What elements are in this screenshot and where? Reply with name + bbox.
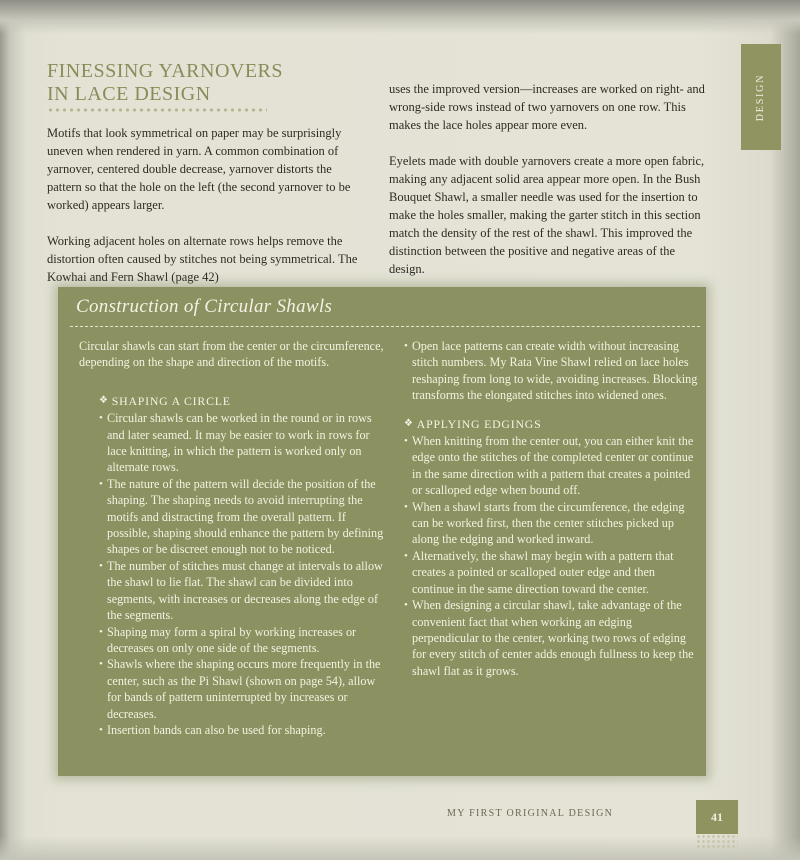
page-top-shadow — [0, 0, 800, 34]
list-item: • Shaping may form a spiral by working increases or decreases on only one side of the segments. — [99, 624, 384, 657]
list-item: • When knitting from the center out, you can either knit the edge onto the stitches of the completed center or continue in the same direction with a pattern that creates a pointed or scalloped edge when bound off. — [404, 433, 698, 499]
ornament-icon: ❖ — [99, 394, 109, 406]
list-item: • Insertion bands can also be used for shaping. — [99, 722, 384, 738]
article-heading — [47, 60, 283, 106]
article-paragraph: Eyelets made with double yarnovers create a more open fabric, making any adjacent solid area appear more open. In the Bush Bouquet Shawl, a smaller needle was used for the insertion to make the holes smaller, making the garter stitch in this section match the density of the rest of the shawl. This improved the distinction between the positive and negative areas of the design. — [389, 154, 705, 276]
edgings-heading — [404, 416, 698, 432]
edgings-heading-label: APPLYING EDGINGS — [416, 416, 542, 431]
sidebar-intro: Circular shawls can start from the center or the circumference, depending on the shape and direction of the motifs. — [79, 339, 384, 370]
heading-dotted-rule — [47, 107, 267, 113]
article-left-column — [47, 124, 369, 304]
chapter-side-tab-label-wrap — [745, 50, 777, 144]
article-heading-line2: IN LACE DESIGN — [47, 83, 211, 105]
list-item: • Circular shawls can be worked in the round or in rows and later seamed. It may be easier to work in rows for lace knitting, in which the pattern is worked only on alternate rows. — [99, 410, 384, 476]
sidebar-left-column — [79, 338, 384, 738]
list-item: • The nature of the pattern will decide the position of the shaping. The shaping needs to avoid interrupting the motifs and distracting from the overall pattern. If possible, shaping should enhance the pattern by defining shapes or be discreet enough not to be noticed. — [99, 476, 384, 558]
list-item: • When designing a circular shawl, take advantage of the convenient fact that when working an edging perpendicular to the center, working two rows of edging for every stitch of center adds enough fullness to keep the shawl flat as it grows. — [404, 597, 698, 679]
shaping-continued-list — [404, 338, 698, 404]
shaping-list — [99, 410, 384, 738]
chapter-side-tab-label: DESIGN — [755, 73, 767, 121]
running-footer: MY FIRST ORIGINAL DESIGN — [447, 808, 614, 819]
list-item: • When a shawl starts from the circumference, the edging can be worked first, then the center stitches picked up along the edging and worked inward. — [404, 499, 698, 548]
sidebar-title: Construction of Circular Shawls — [76, 296, 333, 317]
page-number: 41 — [711, 809, 723, 824]
shaping-heading — [99, 393, 384, 409]
article-heading-line1: FINESSING YARNOVERS — [47, 60, 284, 82]
page-bottom-shadow — [0, 836, 800, 860]
sidebar-title-rule — [70, 326, 700, 327]
edgings-list — [404, 433, 698, 679]
page-number-pattern — [696, 834, 738, 848]
list-item: • Open lace patterns can create width without increasing stitch numbers. My Rata Vine Shawl relied on lace holes reshaping from long to wide, avoiding increases. Blocking transforms the elongated stitches into widened ones. — [404, 338, 698, 404]
shaping-heading-label: SHAPING A CIRCLE — [111, 393, 231, 408]
list-item: • Shawls where the shaping occurs more frequently in the center, such as the Pi Shawl (shown on page 54), allow for bands of pattern uninterrupted by increases or decreases. — [99, 656, 384, 722]
article-paragraph: Motifs that look symmetrical on paper may be surprisingly uneven when rendered in yarn. A common combination of yarnover, centered double decrease, yarnover distorts the pattern so that the hole on the left (the second yarnover to be worked) appears larger. — [47, 126, 351, 212]
ornament-icon: ❖ — [404, 417, 414, 429]
page-number-box — [696, 800, 738, 834]
list-item: • Alternatively, the shawl may begin with a pattern that creates a pointed or scalloped outer edge and then continue in the same direction toward the center. — [404, 548, 698, 597]
article-paragraph: Working adjacent holes on alternate rows helps remove the distortion often caused by stitches not being symmetrical. The Kowhai and Fern Shawl (page 42) — [47, 234, 358, 284]
article-right-column — [389, 80, 711, 296]
sidebar-right-column — [404, 338, 698, 679]
list-item: • The number of stitches must change at intervals to allow the shawl to lie flat. The shawl can be divided into segments, with increases or decreases along the edge of the segments. — [99, 558, 384, 624]
article-paragraph: uses the improved version—increases are worked on right- and wrong-side rows instead of two yarnovers on one row. This makes the lace holes appear more even. — [389, 82, 705, 132]
